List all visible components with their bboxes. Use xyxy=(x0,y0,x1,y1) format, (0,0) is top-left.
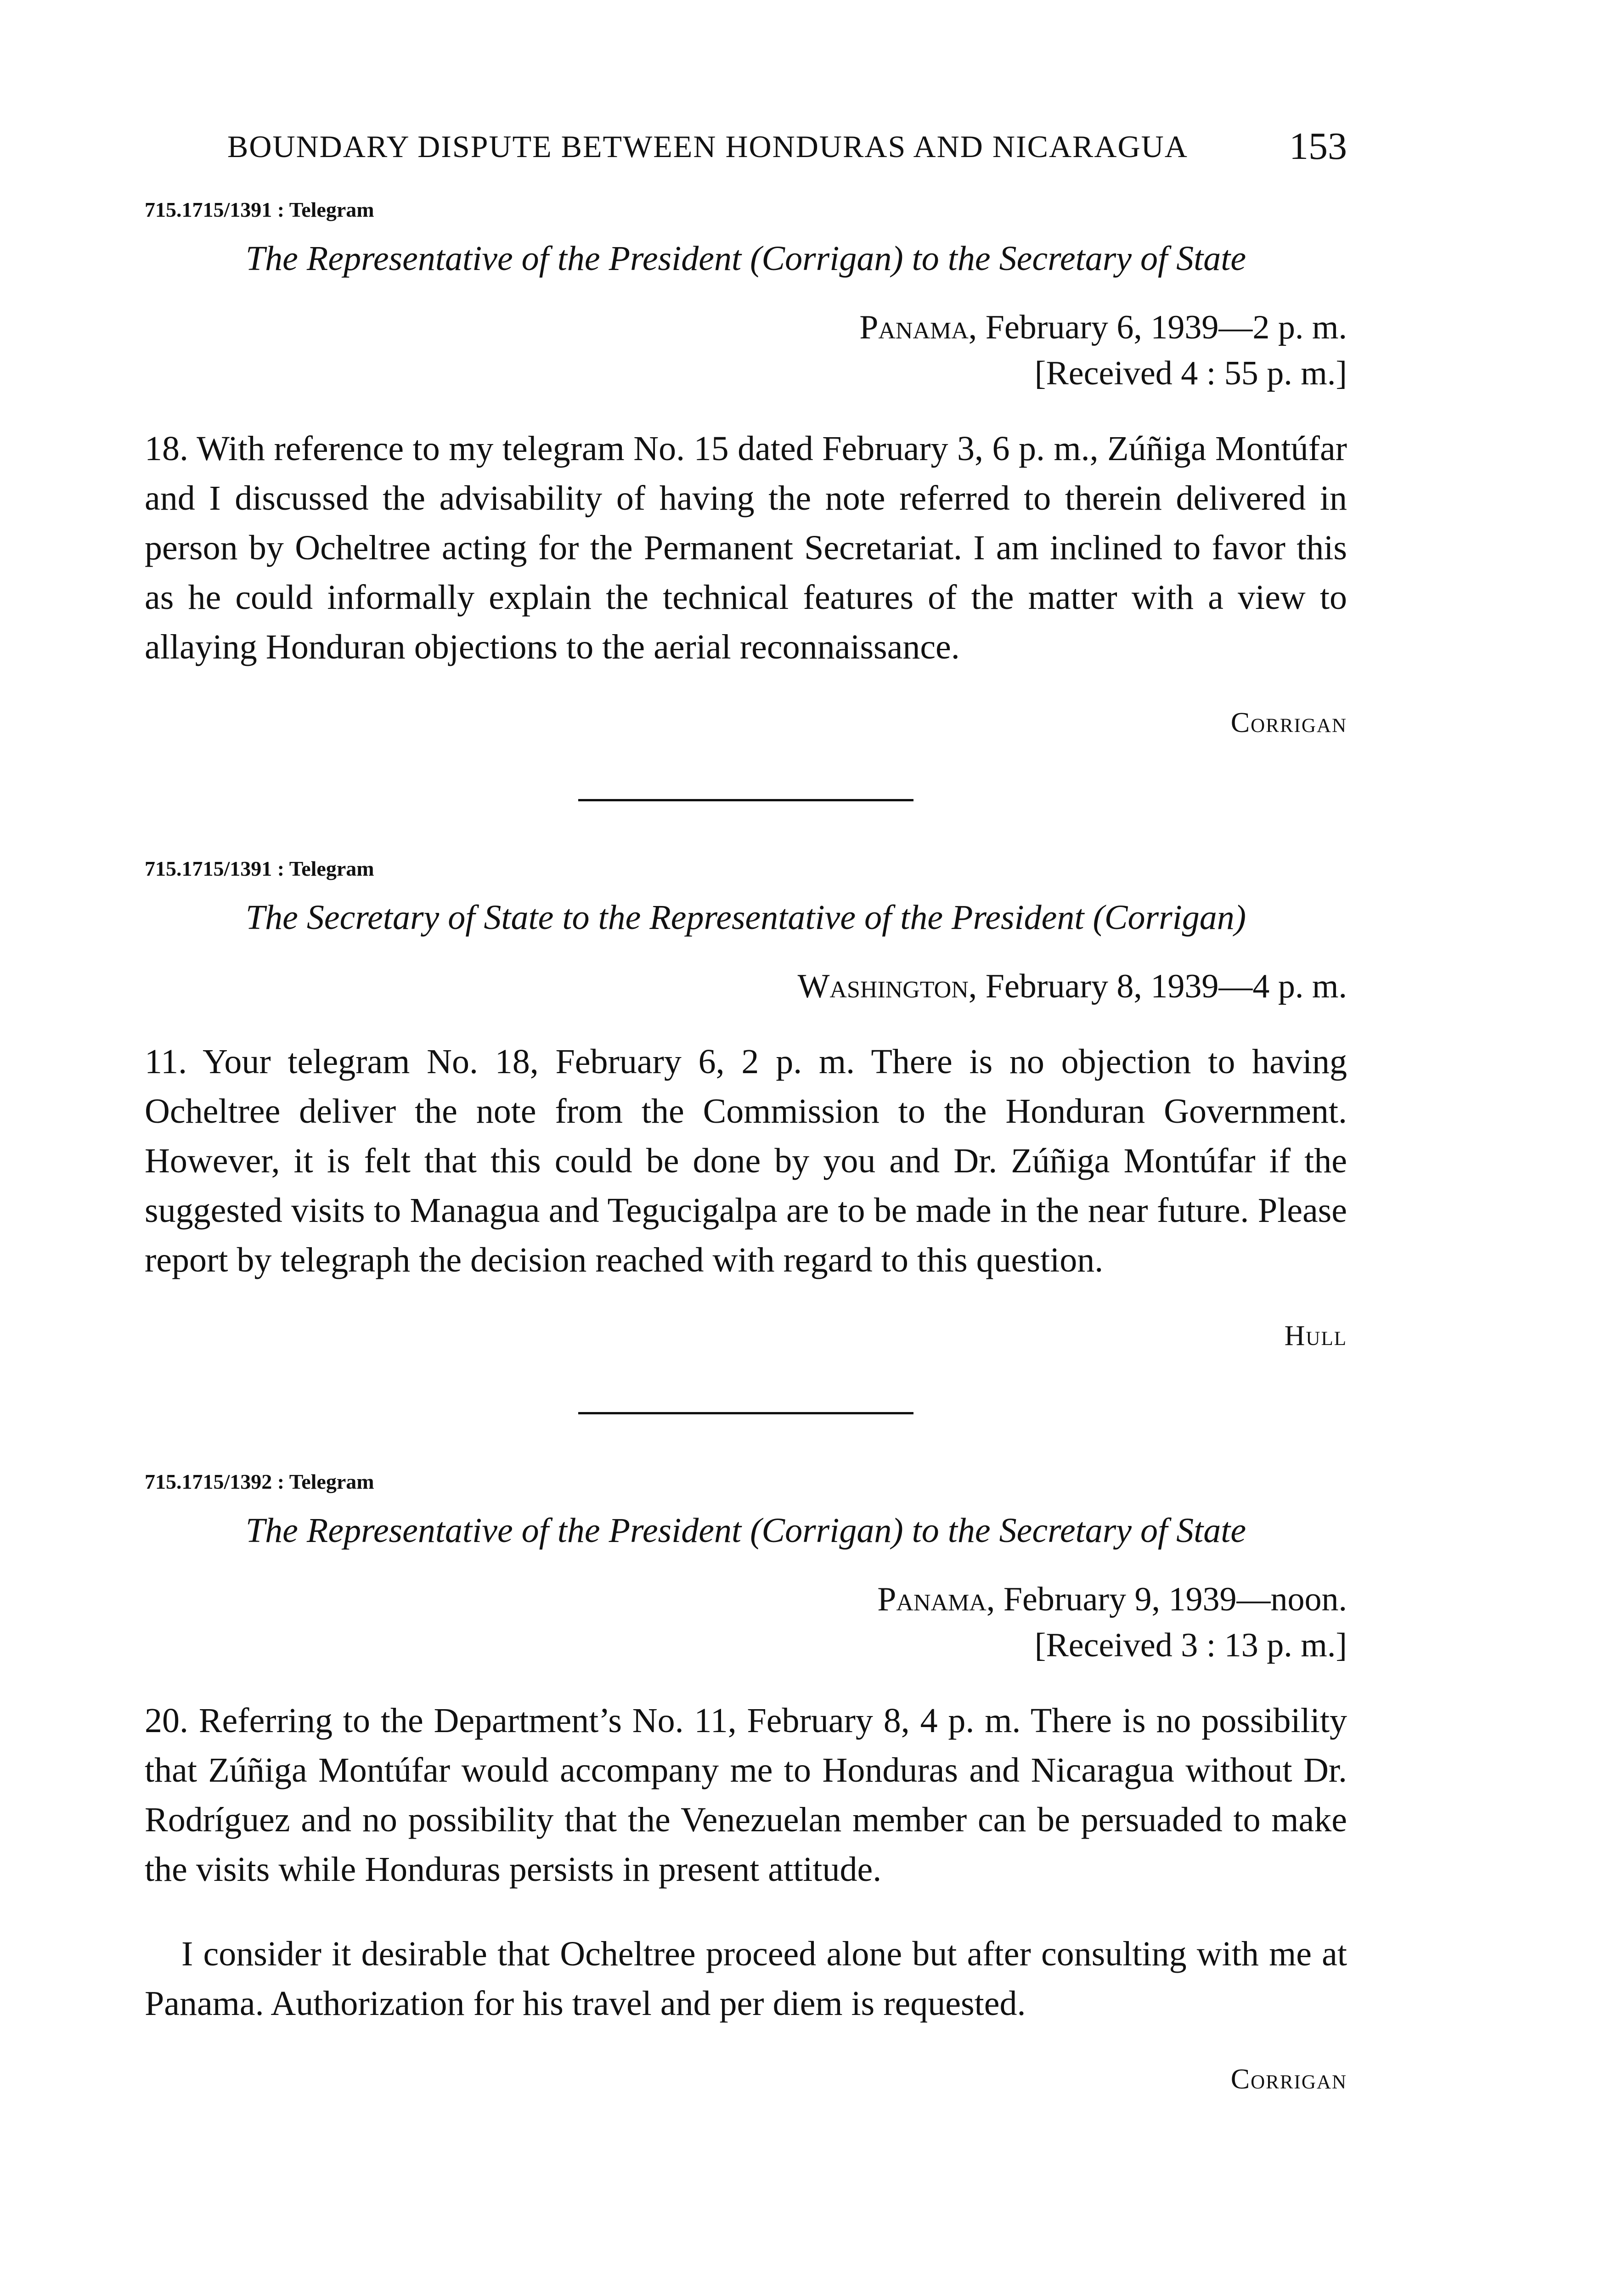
telegram-title: The Secretary of State to the Representative of the President (Corrigan) xyxy=(245,898,1246,937)
dateline-place: Panama, xyxy=(877,1581,995,1618)
dateline-place: Panama, xyxy=(859,309,977,346)
signature: Hull xyxy=(1284,1320,1347,1351)
dateline-date: February 9, 1939—noon. xyxy=(1003,1581,1347,1618)
dateline-date: February 6, 1939—2 p. m. xyxy=(985,309,1347,346)
page-number: 153 xyxy=(1289,125,1347,168)
dateline-place: Washington, xyxy=(797,968,977,1005)
received-time: [Received 3 : 13 p. m.] xyxy=(1034,1626,1347,1664)
body-paragraph: I consider it desirable that Ocheltree proceed alone but after consulting with me at Panama. Authorization for his travel and per diem is requested. xyxy=(145,1935,1347,2023)
file-id: 715.1715/1392 : Telegram xyxy=(145,1470,374,1493)
dateline xyxy=(145,1576,1347,1622)
section-divider xyxy=(578,1412,913,1414)
section-divider xyxy=(578,799,913,801)
dateline-date: February 8, 1939—4 p. m. xyxy=(985,968,1347,1005)
file-id: 715.1715/1391 : Telegram xyxy=(145,857,374,880)
telegram-1 xyxy=(145,197,1347,739)
body-paragraph: 11. Your telegram No. 18, February 6, 2 p. m. There is no objection to having Ocheltree deliver the note from the Commission to the Honduran Government. However, it is felt that this could be done by you and Dr. Zúñiga Montúfar if the suggested visits to Managua and Tegucigalpa are to be made in the near future. Please report by telegraph the decision reached with regard to this question. xyxy=(145,1042,1347,1279)
dateline xyxy=(145,963,1347,1009)
telegram-title: The Representative of the President (Corrigan) to the Secretary of State xyxy=(245,239,1246,278)
running-title: BOUNDARY DISPUTE BETWEEN HONDURAS AND NICARAGUA xyxy=(227,129,1188,164)
received-time: [Received 4 : 55 p. m.] xyxy=(1034,355,1347,392)
running-header xyxy=(145,124,1347,184)
file-id: 715.1715/1391 : Telegram xyxy=(145,198,374,221)
telegram-title: The Representative of the President (Corrigan) to the Secretary of State xyxy=(245,1511,1246,1550)
signature: Corrigan xyxy=(1230,707,1347,738)
body-paragraph: 18. With reference to my telegram No. 15 dated February 3, 6 p. m., Zúñiga Montúfar and I discussed the advisability of having the note referred to therein delivered in person by Ocheltree acting for the Permanent Secretariat. I am inclined to favor this as he could informally explain the technical features of the matter with a view to allaying Honduran objections to the aerial reconnaissance. xyxy=(145,429,1347,666)
signature: Corrigan xyxy=(1230,2064,1347,2095)
dateline xyxy=(145,304,1347,350)
telegram-3 xyxy=(145,1469,1347,2096)
telegram-2 xyxy=(145,856,1347,1352)
body-paragraph: 20. Referring to the Department’s No. 11, February 8, 4 p. m. There is no possibility that Zúñiga Montúfar would accompany me to Honduras and Nicaragua without Dr. Rodríguez and no possibility that the Venezuelan member can be persuaded to make the visits while Honduras persists in present attitude. xyxy=(145,1701,1347,1889)
